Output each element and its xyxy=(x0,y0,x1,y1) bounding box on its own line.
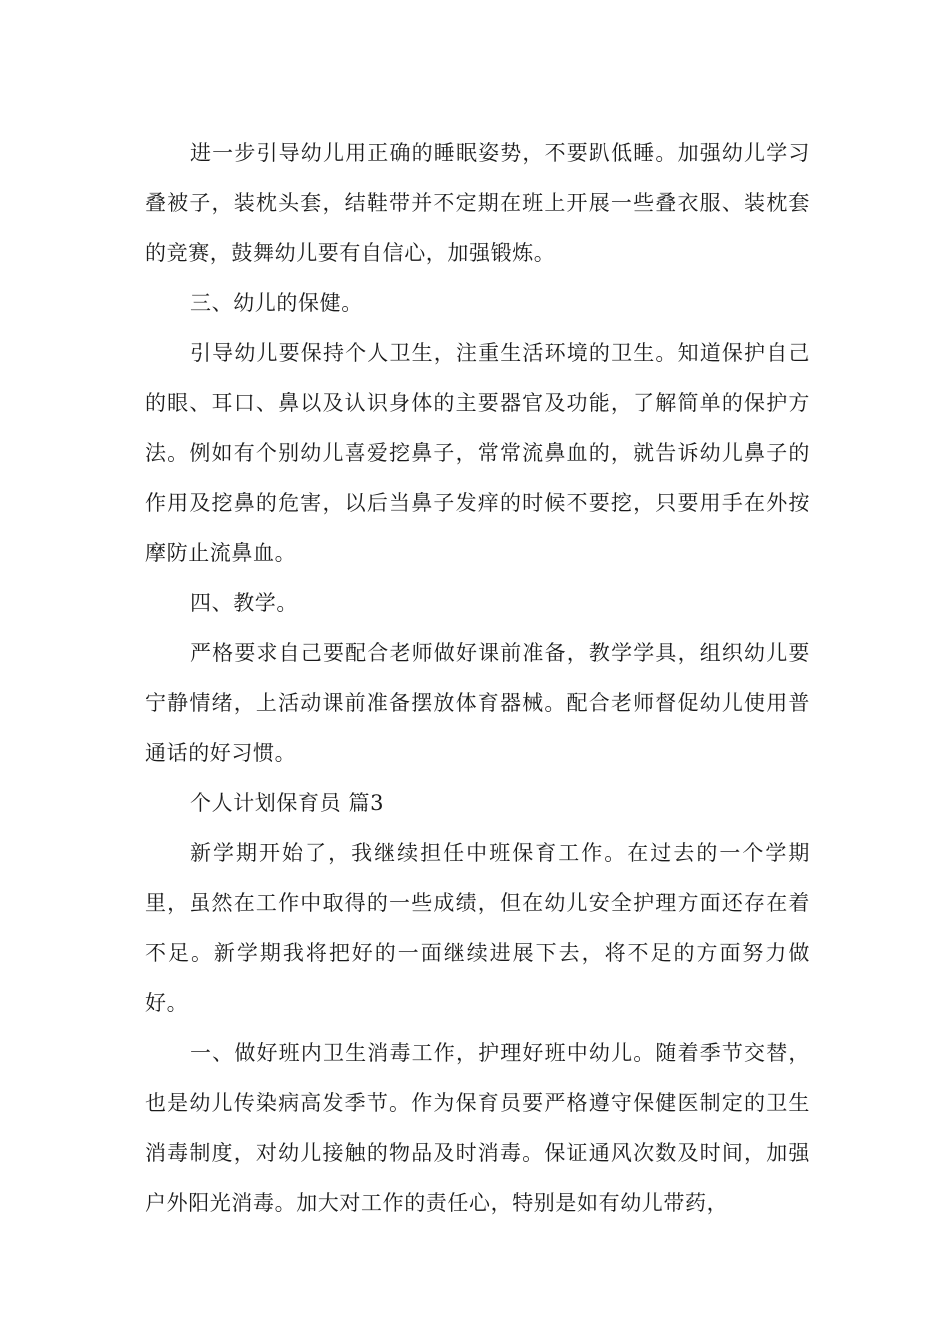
paragraph-teaching: 严格要求自己要配合老师做好课前准备，教学学具，组织幼儿要宁静情绪，上活动课前准备摆放体育器械。配合老师督促幼儿使用普通话的好习惯。 xyxy=(145,641,810,765)
document-body xyxy=(145,128,810,1228)
paragraph-hygiene: 引导幼儿要保持个人卫生，注重生活环境的卫生。知道保护自己的眼、耳口、鼻以及认识身体的主要器官及功能，了解简单的保护方法。例如有个别幼儿喜爱挖鼻子，常常流鼻血的，就告诉幼儿鼻子的作用及挖鼻的危害，以后当鼻子发痒的时候不要挖，只要用手在外按摩防止流鼻血。 xyxy=(145,341,810,565)
section-heading-teaching: 四、教学。 xyxy=(190,591,298,615)
article-title-part3: 个人计划保育员 篇3 xyxy=(190,791,385,815)
paragraph-new-semester: 新学期开始了，我继续担任中班保育工作。在过去的一个学期里，虽然在工作中取得的一些成绩，但在幼儿安全护理方面还存在着不足。新学期我将把好的一面继续进展下去，将不足的方面努力做好。 xyxy=(145,841,810,1015)
paragraph-disinfection: 一、做好班内卫生消毒工作，护理好班中幼儿。随着季节交替，也是幼儿传染病高发季节。作为保育员要严格遵守保健医制定的卫生消毒制度，对幼儿接触的物品及时消毒。保证通风次数及时间，加强户外阳光消毒。加大对工作的责任心，特别是如有幼儿带药， xyxy=(145,1041,810,1215)
section-heading-health: 三、幼儿的保健。 xyxy=(190,291,363,315)
paragraph-sleep-guidance: 进一步引导幼儿用正确的睡眠姿势，不要趴低睡。加强幼儿学习叠被子，装枕头套，结鞋带并不定期在班上开展一些叠衣服、装枕套的竞赛，鼓舞幼儿要有自信心，加强锻炼。 xyxy=(145,141,810,265)
